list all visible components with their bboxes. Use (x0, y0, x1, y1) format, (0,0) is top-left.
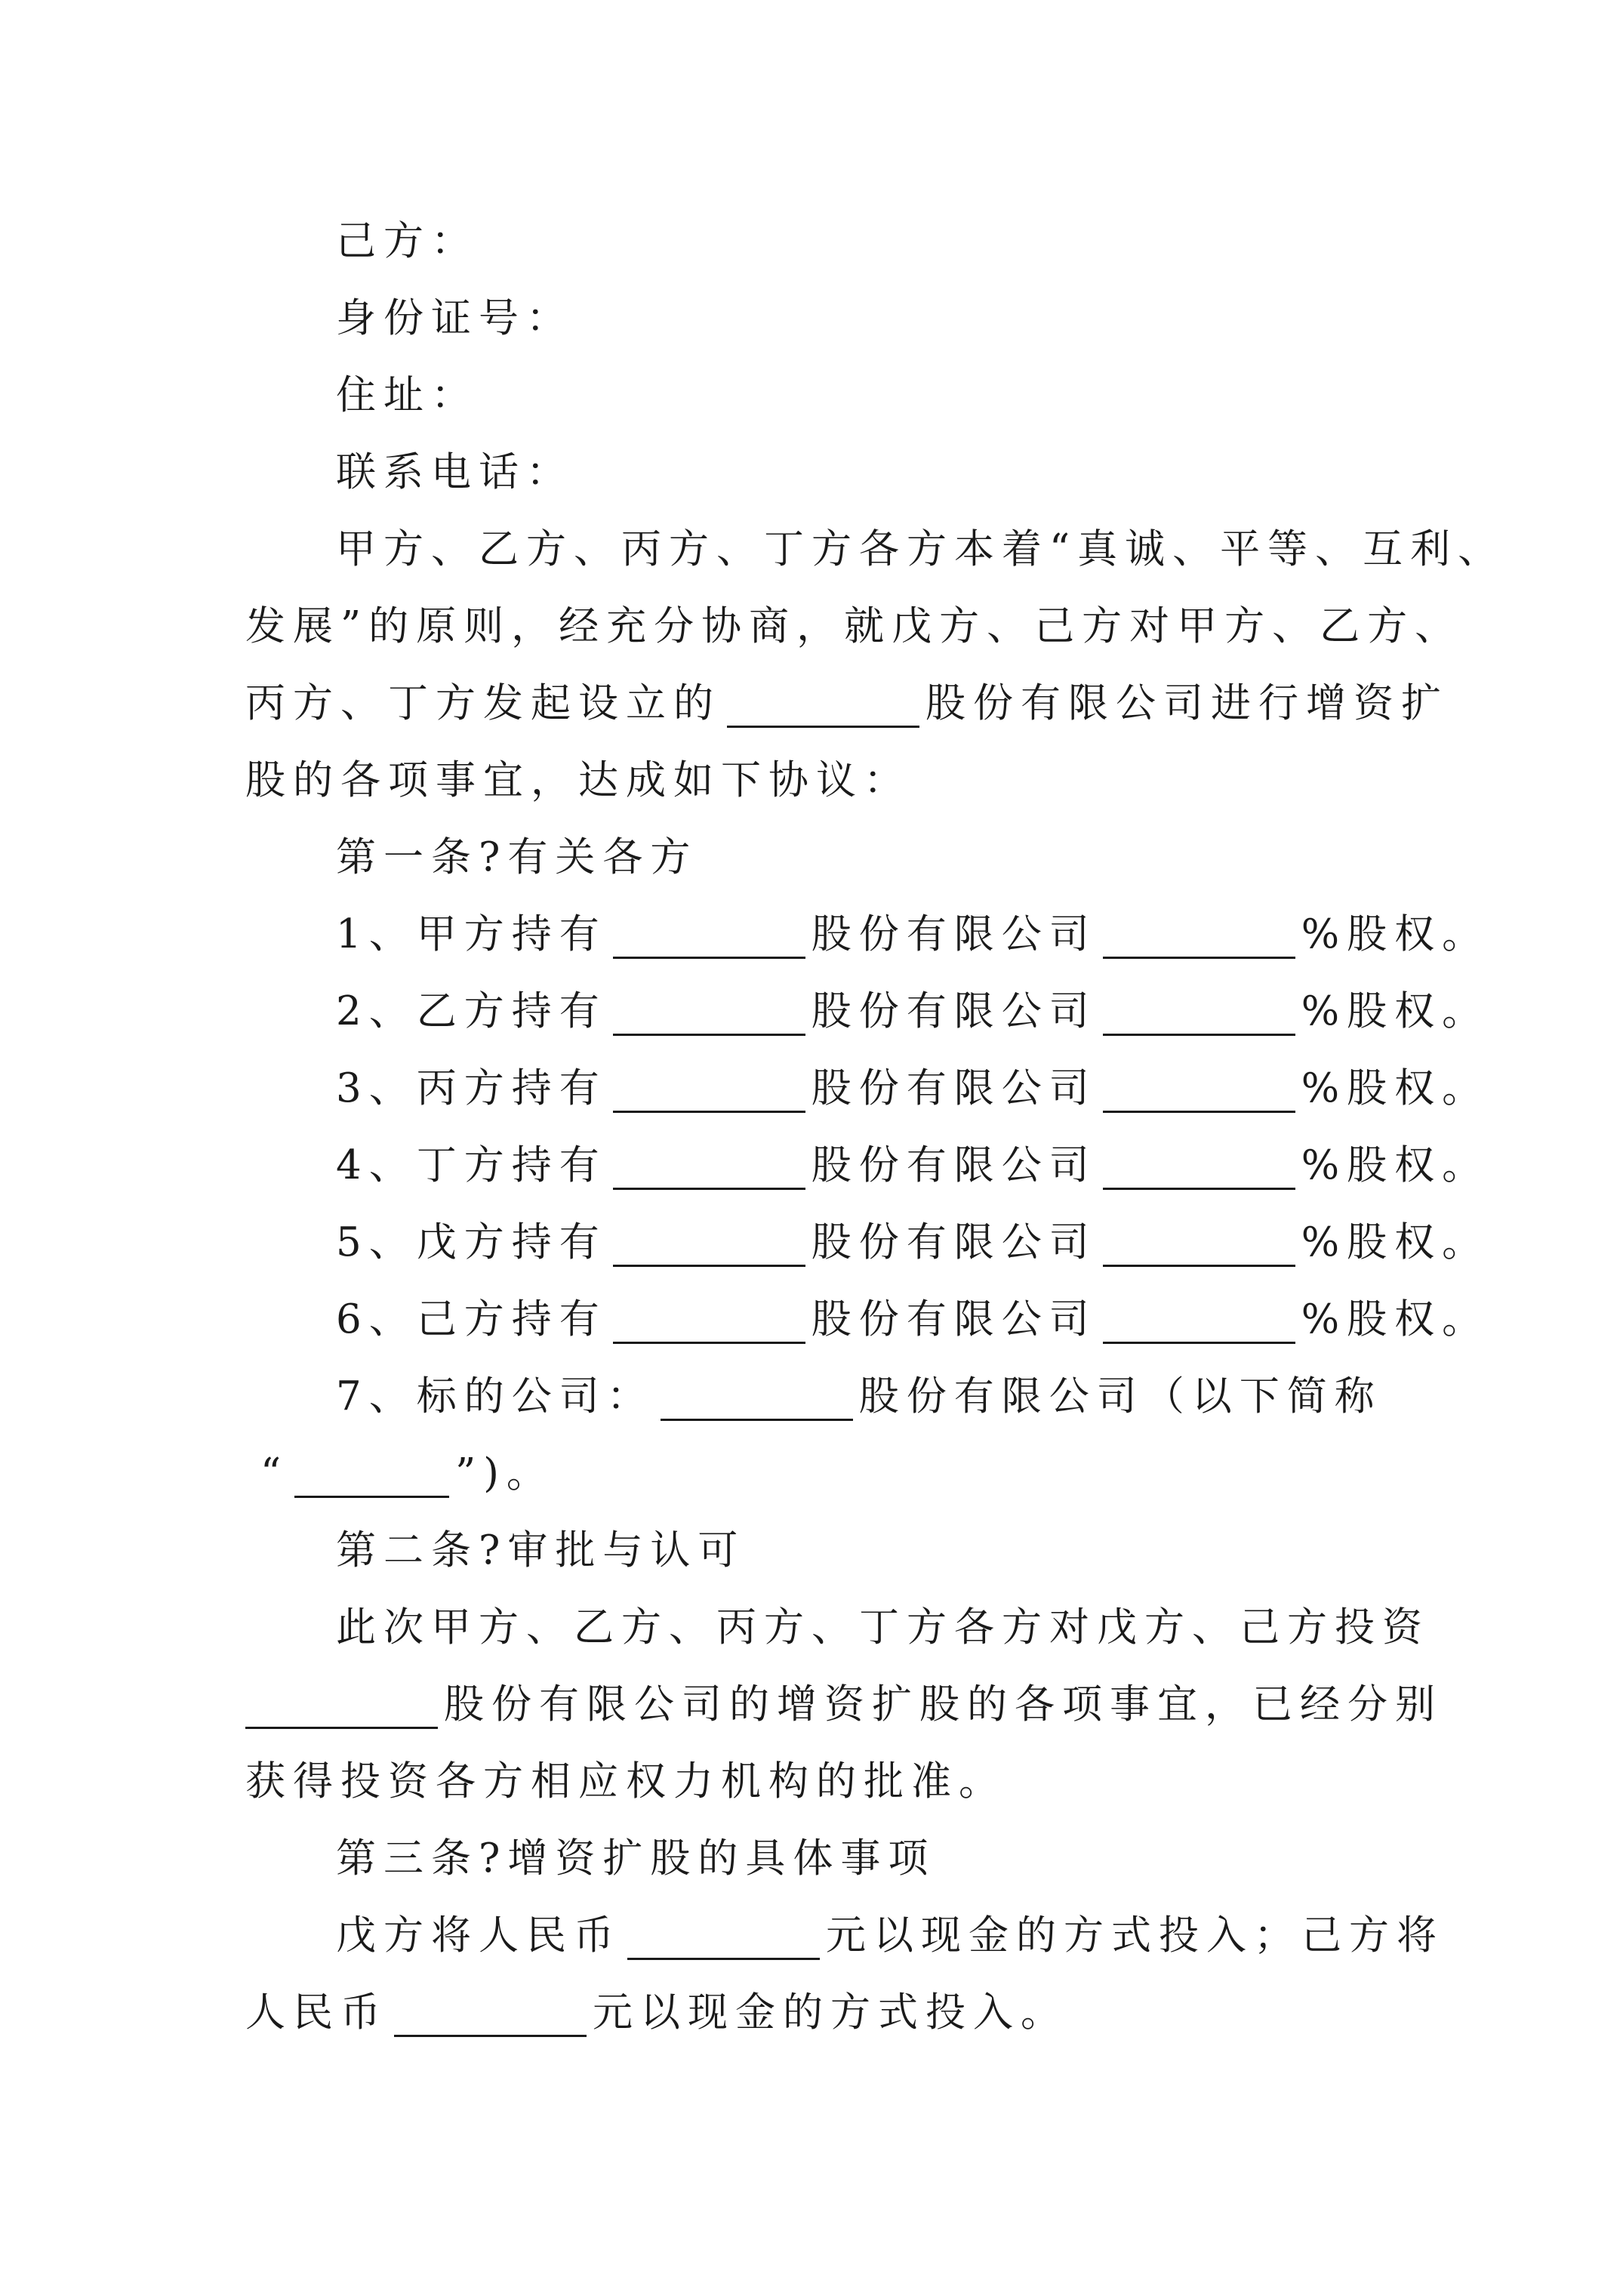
shareholding-item (336, 1051, 1489, 1126)
amount-blank[interactable] (627, 1912, 820, 1960)
company-name-blank[interactable] (613, 911, 805, 959)
company-name-blank[interactable] (613, 988, 805, 1036)
party-f-name-label: 己方： (336, 218, 479, 264)
article-3-line-2-text-b: 元以现金的方式投入。 (593, 1989, 1068, 2036)
percentage-blank[interactable] (1103, 911, 1295, 959)
shareholding-item (336, 1282, 1489, 1358)
article-3-line-2 (245, 1975, 1068, 2051)
short-name-blank[interactable] (294, 1450, 449, 1498)
shareholding-suffix: %股权。 (1301, 1142, 1490, 1188)
shareholding-company: 股份有限公司 (811, 1065, 1097, 1111)
intro-line-2: 发展”的原则，经充分协商，就戊方、己方对甲方、乙方、 (245, 603, 1463, 649)
shareholding-company: 股份有限公司 (811, 1296, 1097, 1342)
shareholding-company: 股份有限公司 (811, 988, 1097, 1034)
company-name-blank[interactable] (613, 1065, 805, 1113)
article-2-line-2-text: 股份有限公司的增资扩股的各项事宜，已经分别 (444, 1681, 1443, 1727)
intro-line-3-text-a: 丙方、丁方发起设立的 (245, 680, 721, 726)
target-company-label: 7、标的公司： (336, 1373, 654, 1419)
intro-line-1: 甲方、乙方、丙方、丁方各方本着“真诚、平等、互利、 (336, 526, 1506, 572)
company-name-blank[interactable] (245, 1681, 438, 1729)
article-3-line-1-text-b: 元以现金的方式投入；己方将 (826, 1912, 1444, 1959)
company-name-blank[interactable] (613, 1296, 805, 1344)
shareholding-suffix: %股权。 (1301, 1219, 1490, 1265)
intro-line-3 (245, 666, 1449, 741)
party-f-phone-label: 联系电话： (336, 449, 574, 495)
intro-line-4: 股的各项事宜，达成如下协议： (245, 757, 911, 803)
article-2-line-1: 此次甲方、乙方、丙方、丁方各方对戊方、己方投资 (336, 1604, 1430, 1650)
article-2-line-3: 获得投资各方相应权力机构的批准。 (245, 1758, 1006, 1804)
shareholding-prefix: 2、乙方持有 (336, 988, 607, 1034)
article-2-title: 第二条?审批与认可 (336, 1527, 746, 1573)
party-f-address-label: 住址： (336, 372, 479, 418)
shareholding-prefix: 6、己方持有 (336, 1296, 607, 1342)
shareholding-item (336, 897, 1489, 972)
intro-line-3-text-b: 股份有限公司进行增资扩 (925, 680, 1449, 726)
percentage-blank[interactable] (1103, 1142, 1295, 1190)
shareholding-prefix: 5、戊方持有 (336, 1219, 607, 1265)
target-company-line (336, 1359, 1382, 1435)
percentage-blank[interactable] (1103, 1219, 1295, 1267)
shareholding-item (336, 1128, 1489, 1203)
article-3-title: 第三条?增资扩股的具体事项 (336, 1835, 936, 1881)
company-name-blank[interactable] (727, 680, 919, 728)
amount-blank[interactable] (394, 1989, 587, 2037)
shareholding-prefix: 3、丙方持有 (336, 1065, 607, 1111)
shareholding-suffix: %股权。 (1301, 1065, 1490, 1111)
article-3-line-2-text-a: 人民币 (245, 1989, 388, 2036)
target-company-blank[interactable] (661, 1373, 853, 1421)
company-name-blank[interactable] (613, 1219, 805, 1267)
company-name-blank[interactable] (613, 1142, 805, 1190)
short-name-line (260, 1436, 554, 1512)
shareholding-suffix: %股权。 (1301, 988, 1490, 1034)
target-company-text: 股份有限公司（以下简称 (858, 1373, 1382, 1419)
shareholding-company: 股份有限公司 (811, 1142, 1097, 1188)
short-name-open-quote: “ (260, 1450, 289, 1496)
shareholding-prefix: 4、丁方持有 (336, 1142, 607, 1188)
shareholding-company: 股份有限公司 (811, 1219, 1097, 1265)
party-f-id-label: 身份证号： (336, 295, 574, 341)
shareholding-item (336, 1205, 1489, 1281)
article-1-title: 第一条?有关各方 (336, 834, 698, 880)
article-2-line-2 (245, 1667, 1443, 1743)
shareholding-prefix: 1、甲方持有 (336, 911, 607, 957)
percentage-blank[interactable] (1103, 988, 1295, 1036)
shareholding-suffix: %股权。 (1301, 1296, 1490, 1342)
shareholding-suffix: %股权。 (1301, 911, 1490, 957)
percentage-blank[interactable] (1103, 1065, 1295, 1113)
short-name-close: ”)。 (455, 1450, 554, 1496)
percentage-blank[interactable] (1103, 1296, 1295, 1344)
article-3-line-1 (336, 1898, 1444, 1974)
shareholding-item (336, 974, 1489, 1049)
article-3-line-1-text-a: 戊方将人民币 (336, 1912, 621, 1959)
shareholding-company: 股份有限公司 (811, 911, 1097, 957)
